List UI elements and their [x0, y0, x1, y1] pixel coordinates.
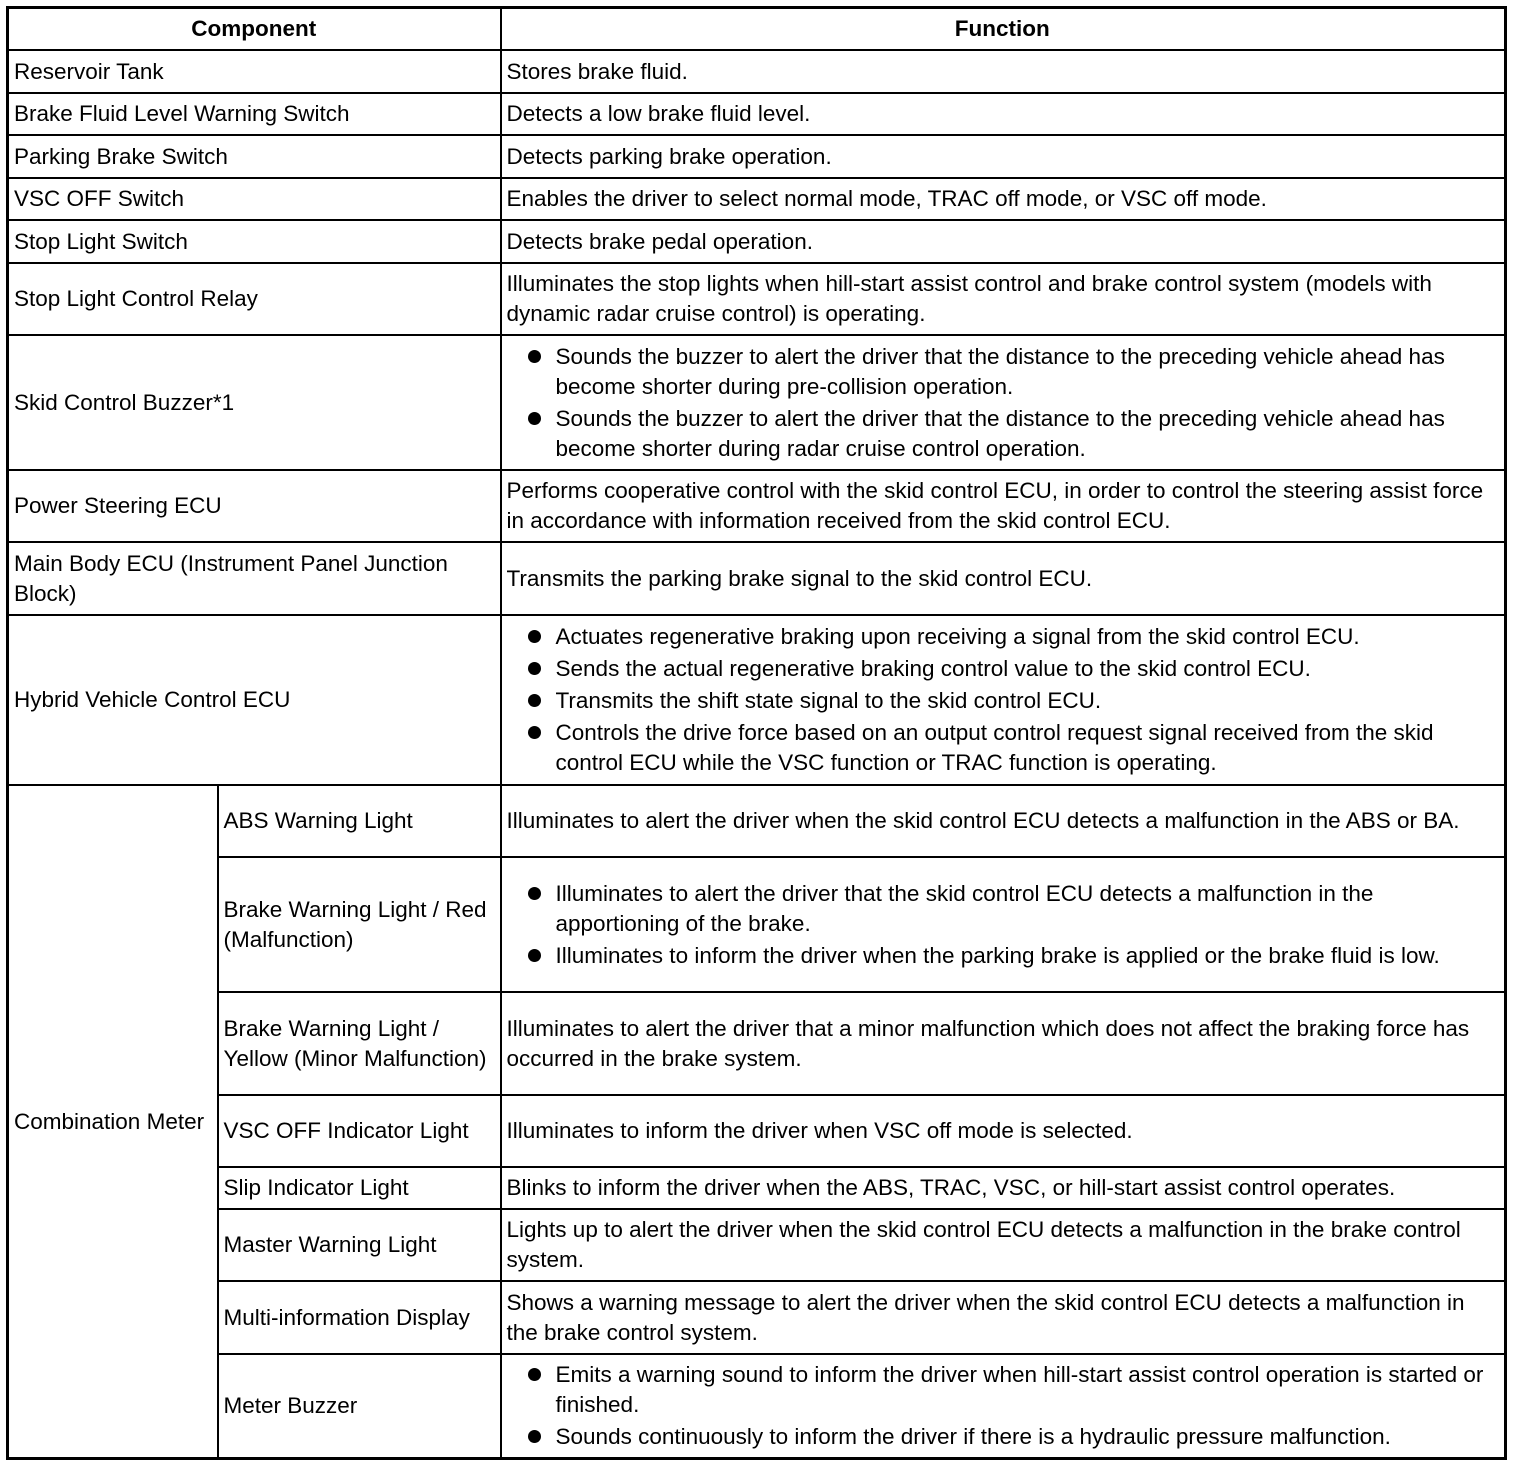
sub-component-cell: Brake Warning Light / Red (Malfunction) — [218, 857, 501, 992]
bullet-list — [507, 622, 1498, 778]
bullet-list — [507, 879, 1498, 971]
function-cell: Illuminates to alert the driver that a minor malfunction which does not affect the braking force has occurred in the brake system. — [501, 992, 1506, 1095]
function-cell: Detects parking brake operation. — [501, 135, 1506, 178]
table-row — [8, 992, 1506, 1095]
component-cell: Hybrid Vehicle Control ECU — [8, 615, 501, 785]
bullet-item: Sounds continuously to inform the driver if there is a hydraulic pressure malfunction. — [507, 1422, 1498, 1452]
table-row — [8, 50, 1506, 93]
function-cell: Lights up to alert the driver when the skid control ECU detects a malfunction in the brake control system. — [501, 1209, 1506, 1281]
bullet-item: Transmits the shift state signal to the skid control ECU. — [507, 686, 1498, 716]
component-cell: Parking Brake Switch — [8, 135, 501, 178]
sub-component-cell: Multi-information Display — [218, 1281, 501, 1354]
bullet-item: Emits a warning sound to inform the driver when hill-start assist control operation is started or finished. — [507, 1360, 1498, 1420]
table-row — [8, 615, 1506, 785]
table-row — [8, 1167, 1506, 1209]
table-row — [8, 178, 1506, 220]
function-cell — [501, 1354, 1506, 1459]
table-row — [8, 470, 1506, 542]
table-row — [8, 542, 1506, 615]
sub-component-cell: Slip Indicator Light — [218, 1167, 501, 1209]
bullet-item: Sounds the buzzer to alert the driver that the distance to the preceding vehicle ahead has become shorter during pre-collision operation. — [507, 342, 1498, 402]
bullet-item: Controls the drive force based on an output control request signal received from the skid control ECU while the VSC function or TRAC function is operating. — [507, 718, 1498, 778]
bullet-list — [507, 1360, 1498, 1452]
function-cell: Enables the driver to select normal mode, TRAC off mode, or VSC off mode. — [501, 178, 1506, 220]
bullet-item: Actuates regenerative braking upon receiving a signal from the skid control ECU. — [507, 622, 1498, 652]
table-row — [8, 1354, 1506, 1459]
meter-group-label: Combination Meter — [8, 785, 218, 1459]
header-component: Component — [8, 8, 501, 51]
table-row — [8, 135, 1506, 178]
component-cell: Main Body ECU (Instrument Panel Junction Block) — [8, 542, 501, 615]
sub-component-cell: ABS Warning Light — [218, 785, 501, 857]
table-row — [8, 335, 1506, 470]
component-cell: Brake Fluid Level Warning Switch — [8, 93, 501, 135]
function-cell: Detects a low brake fluid level. — [501, 93, 1506, 135]
function-cell: Performs cooperative control with the skid control ECU, in order to control the steering assist force in accordance with information received from the skid control ECU. — [501, 470, 1506, 542]
function-cell: Illuminates to inform the driver when VSC off mode is selected. — [501, 1095, 1506, 1167]
header-row — [8, 8, 1506, 51]
sub-component-cell: Master Warning Light — [218, 1209, 501, 1281]
table-row — [8, 263, 1506, 335]
component-cell: Reservoir Tank — [8, 50, 501, 93]
function-cell — [501, 335, 1506, 470]
table-row — [8, 1095, 1506, 1167]
function-cell — [501, 857, 1506, 992]
sub-component-cell: Brake Warning Light / Yellow (Minor Malfunction) — [218, 992, 501, 1095]
function-cell: Detects brake pedal operation. — [501, 220, 1506, 263]
table-row — [8, 1281, 1506, 1354]
function-cell: Illuminates the stop lights when hill-start assist control and brake control system (models with dynamic radar cruise control) is operating. — [501, 263, 1506, 335]
sub-component-cell: Meter Buzzer — [218, 1354, 501, 1459]
table-row — [8, 785, 1506, 857]
table-row — [8, 1209, 1506, 1281]
function-cell: Blinks to inform the driver when the ABS, TRAC, VSC, or hill-start assist control operates. — [501, 1167, 1506, 1209]
component-cell: Power Steering ECU — [8, 470, 501, 542]
bullet-list — [507, 342, 1498, 464]
bullet-item: Sounds the buzzer to alert the driver that the distance to the preceding vehicle ahead has become shorter during radar cruise control operation. — [507, 404, 1498, 464]
component-cell: Skid Control Buzzer*1 — [8, 335, 501, 470]
table-row — [8, 220, 1506, 263]
component-cell: Stop Light Control Relay — [8, 263, 501, 335]
bullet-item: Illuminates to alert the driver that the skid control ECU detects a malfunction in the apportioning of the brake. — [507, 879, 1498, 939]
component-cell: Stop Light Switch — [8, 220, 501, 263]
bullet-item: Sends the actual regenerative braking control value to the skid control ECU. — [507, 654, 1498, 684]
header-function: Function — [501, 8, 1506, 51]
function-cell: Stores brake fluid. — [501, 50, 1506, 93]
function-cell — [501, 615, 1506, 785]
table-row — [8, 857, 1506, 992]
sub-component-cell: VSC OFF Indicator Light — [218, 1095, 501, 1167]
function-cell: Illuminates to alert the driver when the skid control ECU detects a malfunction in the ABS or BA. — [501, 785, 1506, 857]
component-cell: VSC OFF Switch — [8, 178, 501, 220]
bullet-item: Illuminates to inform the driver when the parking brake is applied or the brake fluid is low. — [507, 941, 1498, 971]
component-function-table — [6, 6, 1507, 1460]
function-cell: Shows a warning message to alert the driver when the skid control ECU detects a malfunction in the brake control system. — [501, 1281, 1506, 1354]
table-row — [8, 93, 1506, 135]
function-cell: Transmits the parking brake signal to the skid control ECU. — [501, 542, 1506, 615]
